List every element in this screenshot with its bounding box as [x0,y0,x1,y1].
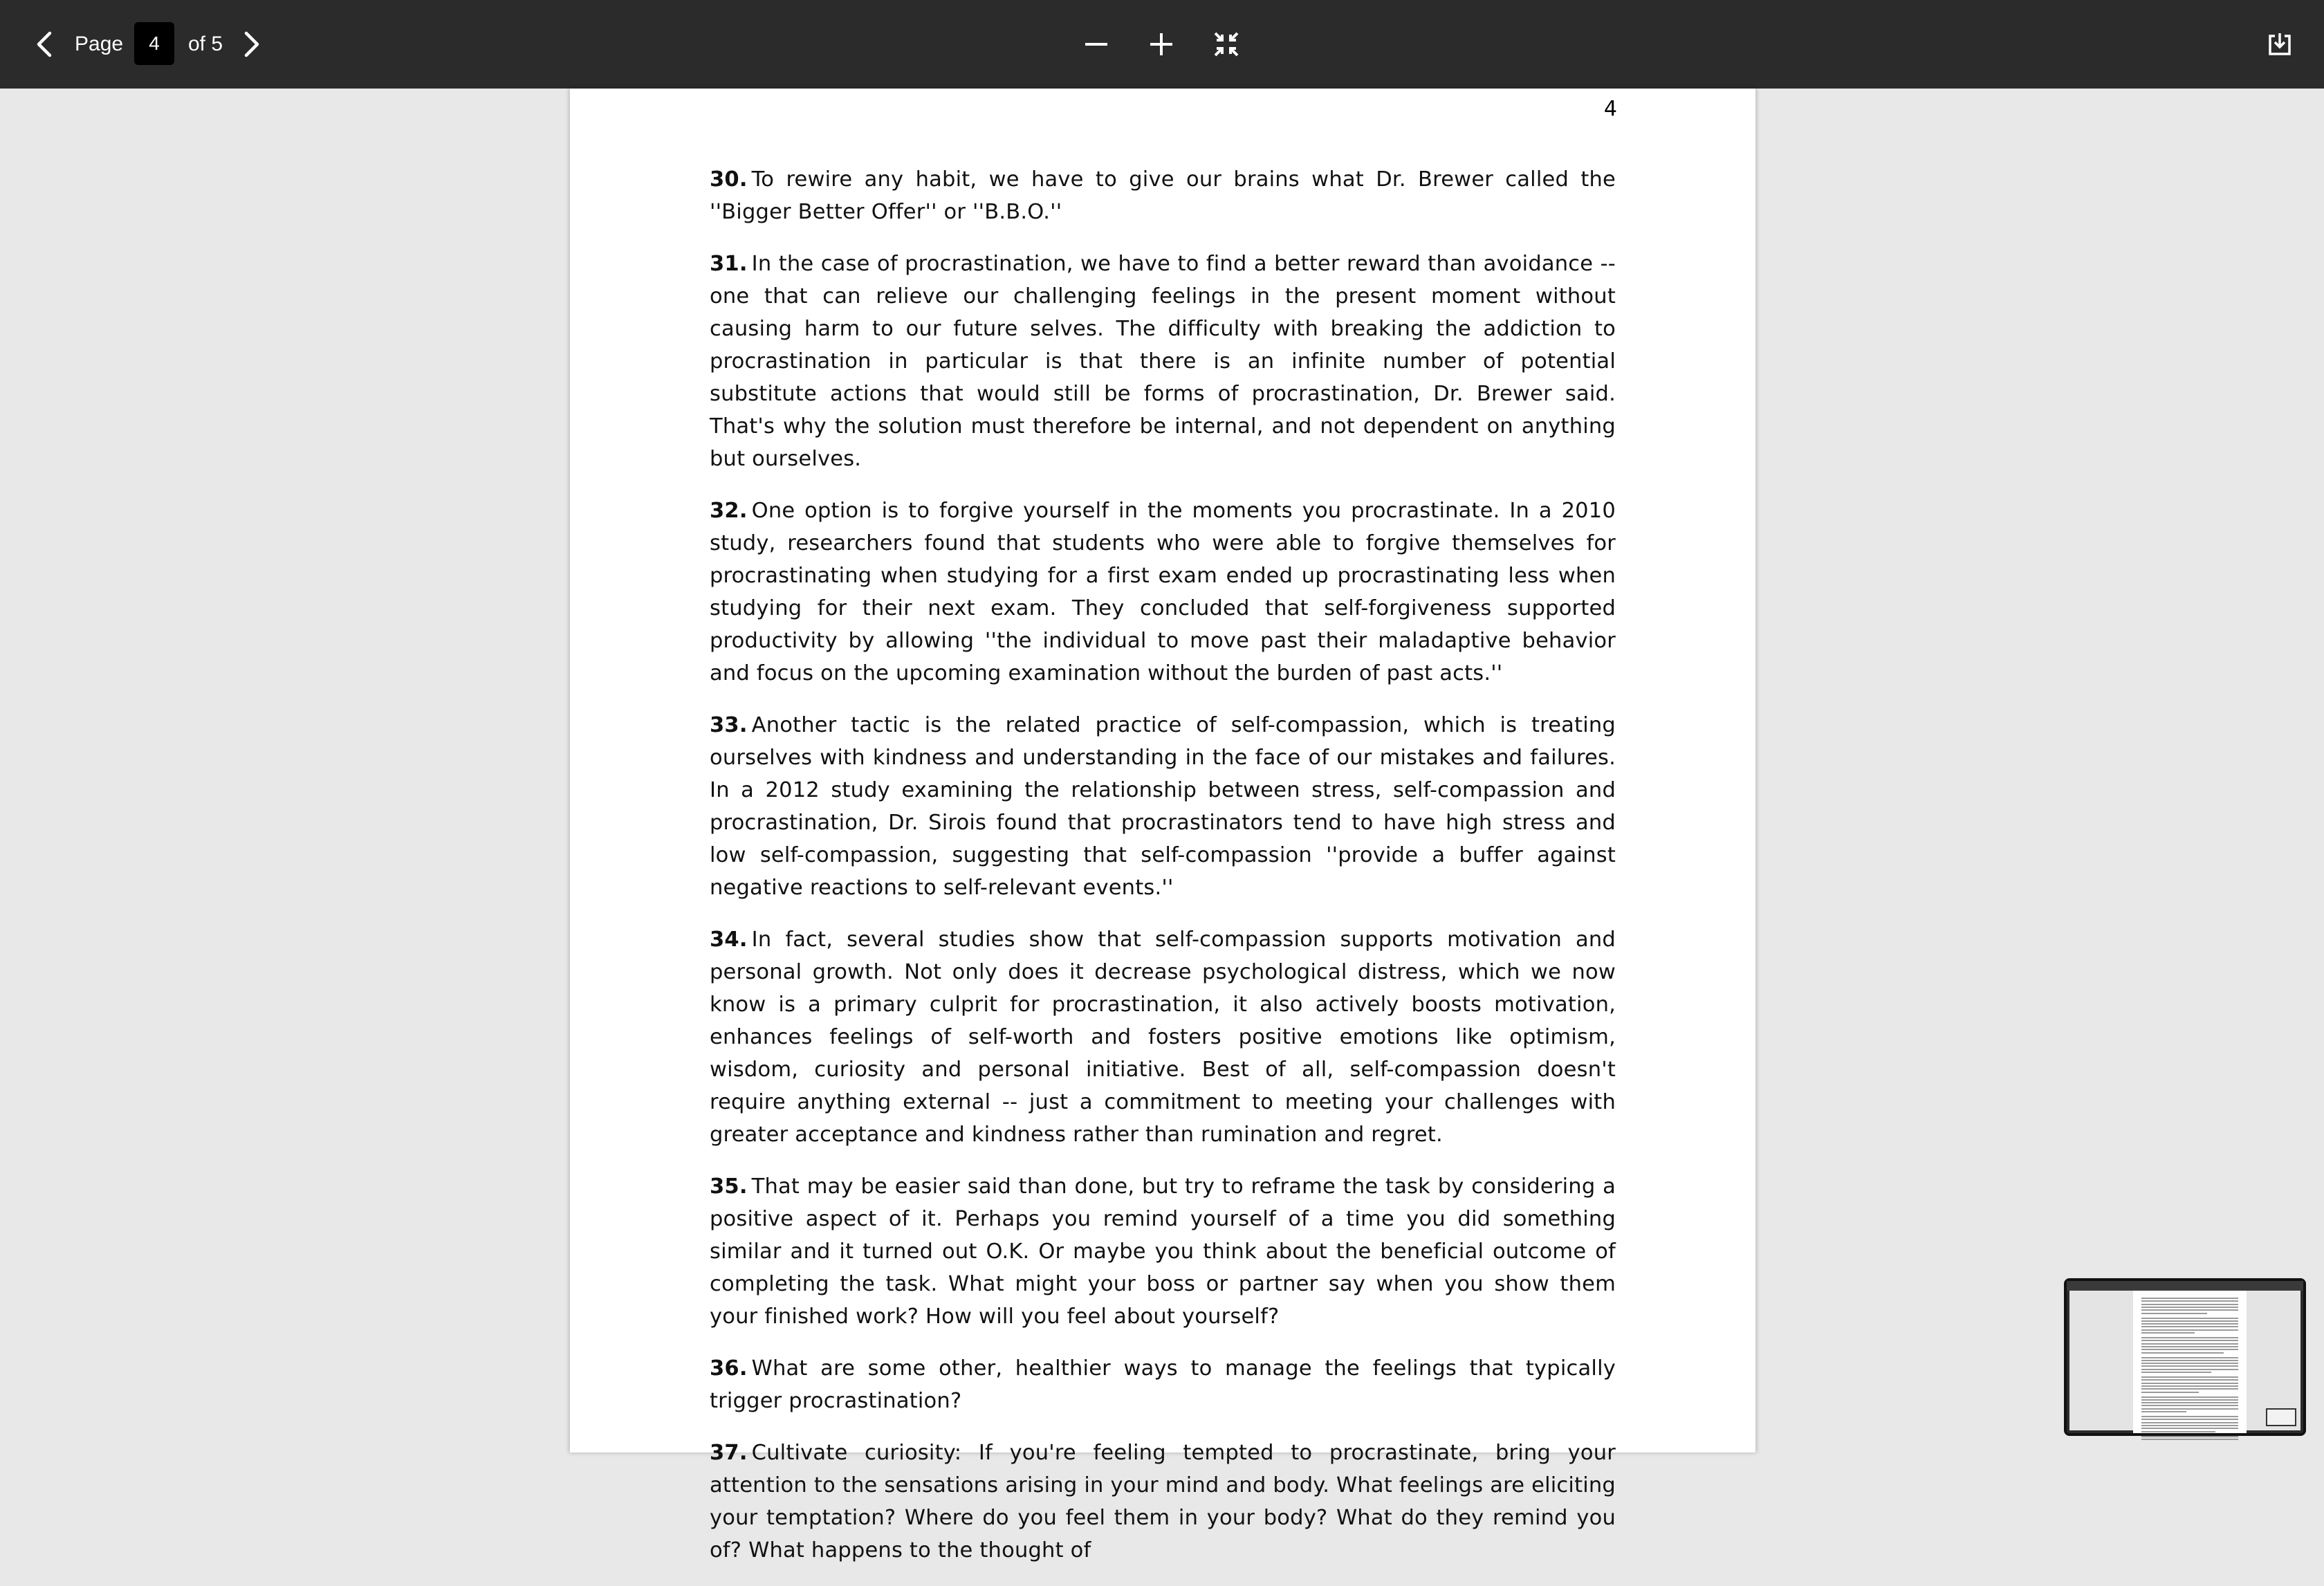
paragraph-32 [710,495,1616,690]
thumbnail-text-line [2141,1379,2238,1381]
thumbnail-text-line [2141,1357,2238,1358]
minus-icon [1084,32,1109,57]
paragraph-number: 33. [710,713,748,737]
thumbnail-text-line [2141,1360,2238,1361]
zoom-in-button[interactable] [1144,24,1179,65]
zoom-out-button[interactable] [1079,24,1114,65]
thumbnail-text-line [2141,1313,2207,1314]
page-thumbnail-navigator[interactable] [2064,1278,2306,1436]
thumbnail-text-line [2141,1411,2186,1412]
thumbnail-text-line [2141,1405,2238,1406]
document-viewer[interactable] [0,89,2324,1562]
paragraph-number: 36. [710,1356,748,1381]
pdf-page [569,89,1756,1562]
thumbnail-text-line [2141,1309,2238,1311]
thumbnail-visible-area[interactable] [2266,1408,2296,1426]
page-label: Page [75,33,124,55]
thumbnail-text-line [2141,1431,2215,1432]
thumbnail-text-line [2141,1346,2238,1347]
page-count-label: of 5 [188,33,223,55]
thumbnail-toolbar [2067,1281,2303,1291]
paragraph-number: 31. [710,252,748,276]
paragraph-30 [710,163,1616,228]
fit-to-page-icon [1214,32,1239,57]
paragraph-text: In fact, several studies show that self-compassion supports motivation and personal growth. Not only does it decrease psychological distress, which we now know is a primary culprit for procrastination, it also actively boosts motivation, enhances feelings of self-worth and fosters positive emotions like optimism, wisdom, curiosity and personal initiative. Best of all, self-compassion doesn't require anything external -- just a commitment to meeting your challenges with greater acceptance and kindness rather than rumination and regret. [710,928,1616,1147]
thumbnail-text-line [2141,1399,2238,1401]
paragraph-text: That may be easier said than done, but try to reframe the task by considering a positive aspect of it. Perhaps you remind yourself of a time you did something similar and it turned out O.K. Or maybe you think about the beneficial outcome of completing the task. What might your boss or partner say when you show them your finished work? How will you feel about yourself? [710,1174,1616,1329]
thumbnail-text-line [2141,1365,2238,1367]
thumbnail-text-line [2141,1396,2238,1398]
paragraph-text: What are some other, healthier ways to manage the feelings that typically trigger procrastination? [710,1356,1616,1413]
paragraph-text: To rewire any habit, we have to give our brains what Dr. Brewer called the ''Bigger Better Offer'' or ''B.B.O.'' [710,167,1616,224]
paragraph-text: Another tactic is the related practice of self-compassion, which is treating ourselves with kindness and understanding in the face of our mistakes and failures. In a 2012 study examining the relationship between stress, self-compassion and procrastination, Dr. Sirois found that procrastinators tend to have high stress and low self-compassion, suggesting that self-compassion ''provide a buffer against negative reactions to self-relevant events.'' [710,713,1616,900]
pdf-toolbar [0,0,2324,89]
chevron-right-icon [243,30,261,58]
thumbnail-text-line [2141,1352,2224,1354]
thumbnail-text-line [2141,1320,2238,1322]
download-icon [2267,32,2292,57]
thumbnail-text-line [2141,1349,2238,1350]
thumbnail-text-line [2141,1402,2238,1403]
thumbnail-text-line [2141,1304,2238,1305]
thumbnail-text-line [2141,1428,2238,1429]
thumbnail-text-line [2141,1376,2238,1378]
paragraph-35 [710,1170,1616,1333]
thumbnail-text-line [2141,1298,2238,1299]
download-button[interactable] [2260,24,2299,65]
thumbnail-text-line [2141,1326,2238,1327]
thumbnail-text-line [2141,1307,2238,1308]
thumbnail-text-line [2141,1383,2238,1384]
paragraph-37 [710,1437,1616,1567]
thumbnail-text-line [2141,1300,2238,1302]
paragraph-33 [710,709,1616,904]
thumbnail-text-line [2141,1337,2238,1338]
page-content [710,163,1616,1586]
thumbnail-page [2133,1291,2247,1433]
paragraph-text: Cultivate curiosity: If you're feeling tempted to procrastinate, bring your attention to the sensations arising in your mind and body. What feelings are eliciting your temptation? Where do you feel them in your body? What do they remind you of? What happens to the thought of [710,1441,1616,1562]
thumbnail-text-line [2141,1385,2238,1387]
thumbnail-text-line [2141,1318,2238,1319]
chevron-left-icon [35,30,53,58]
thumbnail-text-line [2141,1332,2195,1334]
paragraph-text: In the case of procrastination, we have to find a better reward than avoidance -- one that can relieve our challenging feelings in the present moment without causing harm to our future selves. The difficulty with breaking the addiction to procrastination in particular is that there is an infinite number of potential substitute actions that would still be forms of procrastination, Dr. Brewer said. That's why the solution must therefore be internal, and not dependent on anything but ourselves. [710,252,1616,471]
thumbnail-text-line [2141,1392,2199,1393]
paragraph-number: 34. [710,928,748,952]
thumbnail-text-line [2141,1416,2238,1417]
thumbnail-text-line [2141,1343,2238,1345]
next-page-button[interactable] [235,24,268,65]
paragraph-number: 37. [710,1441,748,1465]
thumbnail-text-line [2141,1369,2238,1370]
paragraph-36 [710,1352,1616,1417]
thumbnail-text-line [2141,1425,2238,1426]
thumbnail-text-line [2141,1329,2238,1331]
paragraph-number: 32. [710,499,748,523]
thumbnail-text-line [2141,1408,2238,1410]
thumbnail-text-line [2141,1388,2238,1390]
thumbnail-text-line [2141,1439,2238,1440]
thumbnail-text-line [2141,1340,2238,1341]
paragraph-text: One option is to forgive yourself in the moments you procrastinate. In a 2010 study, researchers found that students who were able to forgive themselves for procrastinating when studying for a first exam ended up procrastinating less when studying for their next exam. They concluded that self-forgiveness supported productivity by allowing ''the individual to move past their maladaptive behavior and focus on the upcoming examination without the burden of past acts.'' [710,499,1616,685]
paragraph-31 [710,248,1616,475]
plus-icon [1149,32,1174,57]
thumbnail-viewport [2069,1291,2300,1430]
page-number-input[interactable]: 4 [134,22,174,65]
thumbnail-text-line [2141,1436,2238,1437]
thumbnail-text-line [2141,1323,2238,1325]
previous-page-button[interactable] [28,24,61,65]
thumbnail-text-line [2141,1372,2211,1373]
thumbnail-text-line [2141,1419,2238,1420]
paragraph-number: 35. [710,1174,748,1199]
thumbnail-text-line [2141,1363,2238,1364]
page-number: 4 [1603,97,1617,121]
thumbnail-text-line [2141,1422,2238,1423]
paragraph-34 [710,923,1616,1151]
paragraph-number: 30. [710,167,748,192]
fit-to-page-button[interactable] [1209,24,1244,65]
